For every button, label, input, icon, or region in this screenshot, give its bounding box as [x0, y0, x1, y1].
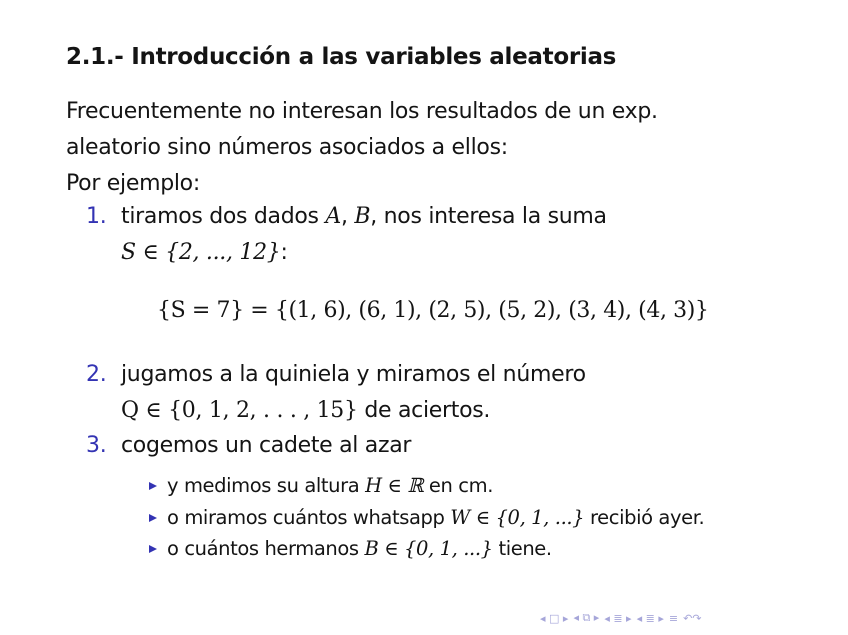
item-1-rest: , nos interesa la suma	[370, 204, 607, 229]
intro-line-1: Frecuentemente no interesan los resultados de un exp.	[66, 99, 658, 124]
math-var-b: B	[354, 204, 371, 229]
item-number-1: 1.	[86, 204, 107, 229]
sub-item-1-post: en cm.	[423, 474, 493, 497]
triangle-bullet-icon	[149, 514, 157, 522]
item-1-text: tiramos dos dados	[121, 204, 326, 229]
slide-title: 2.1.- Introducción a las variables aleatorias	[66, 44, 617, 70]
nav-frame-icon[interactable]: ◂ □ ▸	[540, 611, 569, 625]
triangle-bullet-icon	[149, 545, 157, 553]
item-1-colon: :	[280, 240, 288, 265]
sub-item-3-post: tiene.	[492, 537, 552, 560]
sub-item-1	[149, 474, 493, 497]
item-1-line-1	[121, 199, 607, 235]
item-number-2: 2.	[86, 362, 107, 387]
math-set-q: Q ∈ {0, 1, 2, . . . , 15}	[121, 398, 358, 423]
item-1-line-2	[121, 235, 607, 271]
math-var-a: A	[325, 204, 342, 229]
intro-paragraph	[66, 94, 658, 202]
math-h: H ∈ ℝ	[365, 474, 424, 497]
sub-item-1-pre: y medimos su altura	[167, 474, 366, 497]
sub-item-2-post: recibió ayer.	[584, 506, 705, 529]
sub-item-3	[149, 537, 552, 560]
item-number-3: 3.	[86, 433, 107, 458]
item-text-2	[121, 357, 586, 429]
sub-item-3-pre: o cuántos hermanos	[167, 537, 365, 560]
nav-subsection-icon[interactable]: ◂ ⧉ ▸	[573, 611, 600, 624]
math-set-s: S ∈ {2, ..., 12}	[121, 240, 281, 265]
item-2-rest: de aciertos.	[357, 398, 491, 423]
nav-search-icon[interactable]: ↶↷	[683, 611, 702, 625]
sub-item-2	[149, 506, 704, 529]
item-text-1	[121, 199, 607, 271]
navigation-bar	[540, 611, 702, 625]
sub-item-2-pre: o miramos cuántos whatsapp	[167, 506, 451, 529]
item-3-line-1: cogemos un cadete al azar	[121, 433, 412, 458]
nav-section-icon[interactable]: ◂ ≣ ▸	[604, 611, 632, 625]
item-1-separator: ,	[341, 204, 355, 229]
intro-line-2: aleatorio sino números asociados a ellos:	[66, 135, 508, 160]
display-equation: {S = 7} = {(1, 6), (6, 1), (2, 5), (5, 2), (3, 4), (4, 3)}	[157, 298, 709, 323]
nav-outline-icon[interactable]: ≡	[668, 611, 679, 625]
item-2-line-1: jugamos a la quiniela y miramos el número	[121, 362, 586, 387]
nav-document-icon[interactable]: ◂ ≣ ▸	[636, 611, 664, 625]
intro-line-3: Por ejemplo:	[66, 171, 200, 196]
item-2-line-2	[121, 393, 586, 429]
math-w: W ∈ {0, 1, ...}	[450, 506, 585, 529]
math-b: B ∈ {0, 1, ...}	[364, 537, 493, 560]
item-text-3	[121, 428, 411, 464]
triangle-bullet-icon	[149, 482, 157, 490]
